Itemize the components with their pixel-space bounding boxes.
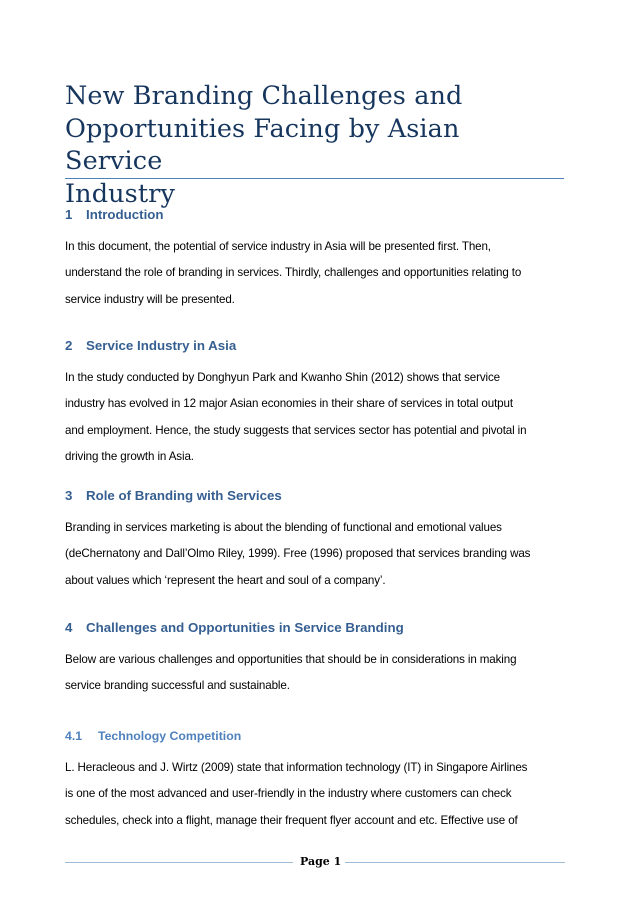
paragraph — [65, 234, 565, 313]
paragraph-line: is one of the most advanced and user-friendly in the industry where customers can check — [65, 787, 512, 801]
paragraph — [65, 515, 565, 594]
subsection-title: Technology Competition — [98, 729, 242, 743]
title-underline — [65, 178, 564, 179]
section-title: Challenges and Opportunities in Service Branding — [86, 620, 404, 635]
page-number: Page 1 — [300, 855, 342, 868]
section-challenges-body — [65, 647, 565, 700]
subsection-heading — [65, 729, 565, 743]
subsection-technology-competition — [65, 729, 565, 743]
section-number: 3 — [65, 488, 73, 503]
paragraph-line: In the study conducted by Donghyun Park and Kwanho Shin (2012) shows that service — [65, 371, 500, 384]
subsection-technology-competition-body — [65, 755, 565, 834]
paragraph-line: service industry will be presented. — [65, 292, 235, 306]
paragraph-line: In this document, the potential of service industry in Asia will be presented first. Then, — [65, 240, 491, 253]
section-number: 4 — [65, 620, 73, 635]
paragraph-line: L. Heracleous and J. Wirtz (2009) state that information technology (IT) in Singapore Airlines — [65, 761, 528, 774]
section-title: Service Industry in Asia — [86, 338, 237, 353]
paragraph-line: service branding successful and sustainable. — [65, 679, 290, 693]
section-heading — [65, 620, 565, 635]
section-role-of-branding — [65, 488, 565, 503]
paragraph-line: schedules, check into a flight, manage their frequent flyer account and etc. Effective use of — [65, 813, 518, 827]
section-title: Introduction — [86, 207, 164, 222]
section-number: 1 — [65, 207, 73, 222]
section-heading — [65, 207, 565, 222]
paragraph-line: and employment. Hence, the study suggests that services sector has potential and pivotal in — [65, 423, 527, 437]
section-role-of-branding-body — [65, 515, 565, 594]
subsection-number: 4.1 — [65, 729, 83, 743]
section-service-industry — [65, 338, 565, 353]
title-line: Opportunities Facing by Asian Service — [65, 113, 460, 176]
section-heading — [65, 488, 565, 503]
section-introduction-body — [65, 234, 565, 313]
paragraph-line: (deChernatony and Dall’Olmo Riley, 1999). Free (1996) proposed that services branding was — [65, 547, 531, 561]
footer-rule-right — [345, 862, 565, 863]
section-heading — [65, 338, 565, 353]
section-number: 2 — [65, 338, 73, 353]
document-title — [65, 80, 565, 210]
section-service-industry-body — [65, 365, 565, 471]
footer-rule-left — [65, 862, 293, 863]
paragraph — [65, 365, 565, 471]
paragraph-line: understand the role of branding in services. Thirdly, challenges and opportunities relating to — [65, 266, 522, 280]
paragraph — [65, 755, 565, 834]
section-introduction — [65, 207, 565, 222]
paragraph-line: driving the growth in Asia. — [65, 450, 194, 464]
section-title: Role of Branding with Services — [86, 488, 282, 503]
paragraph-line: about values which ‘represent the heart and soul of a company’. — [65, 573, 386, 587]
paragraph-line: industry has evolved in 12 major Asian economies in their share of services in total output — [65, 397, 513, 411]
paragraph — [65, 647, 565, 700]
section-challenges — [65, 620, 565, 635]
paragraph-line: Branding in services marketing is about the blending of functional and emotional values — [65, 521, 502, 534]
title-line: Industry — [65, 178, 175, 209]
title-line: New Branding Challenges and — [65, 81, 463, 111]
paragraph-line: Below are various challenges and opportunities that should be in considerations in making — [65, 653, 517, 666]
